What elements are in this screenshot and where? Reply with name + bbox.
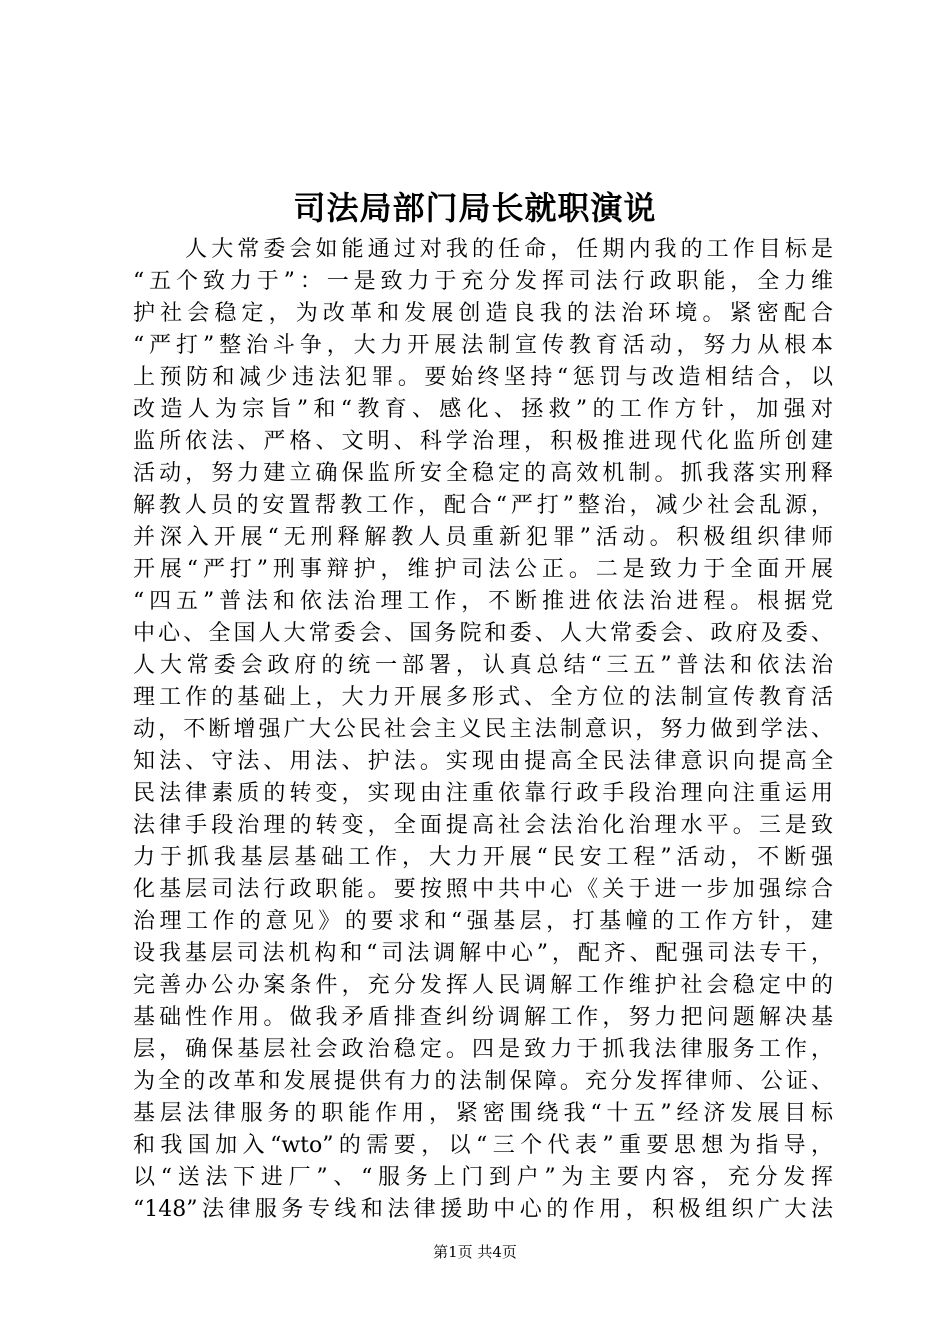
body-line: 上预防和减少违法犯罪。要始终坚持“惩罚与改造相结合，以 <box>133 365 833 390</box>
body-line: 力于抓我基层基础工作，大力开展“民安工程”活动，不断强 <box>133 845 833 870</box>
body-line: 完善办公办案条件，充分发挥人民调解工作维护社会稳定中的 <box>133 973 833 998</box>
body-line: 活动，努力建立确保监所安全稳定的高效机制。抓我落实刑释 <box>133 461 833 486</box>
body-line: 中心、全国人大常委会、国务院和委、人大常委会、政府及委、 <box>133 621 833 646</box>
body-line: 人大常委会如能通过对我的任命，任期内我的工作目标是 <box>133 237 833 262</box>
body-line: 基层法律服务的职能作用，紧密围绕我“十五”经济发展目标 <box>133 1101 833 1126</box>
body-line: 治理工作的意见》的要求和“强基层，打基幢的工作方针，建 <box>133 909 833 934</box>
body-line: 为全的改革和发展提供有力的法制保障。充分发挥律师、公证、 <box>133 1069 833 1094</box>
body-line: 法律手段治理的转变，全面提高社会法治化治理水平。三是致 <box>133 813 833 838</box>
page-footer: 第1页 共4页 <box>433 1243 517 1261</box>
body-line: 开展“严打”刑事辩护，维护司法公正。二是致力于全面开展 <box>133 557 833 582</box>
body-line: 并深入开展“无刑释解教人员重新犯罪”活动。积极组织律师 <box>133 525 833 550</box>
body-line: 改造人为宗旨”和“教育、感化、拯救”的工作方针，加强对 <box>133 397 833 422</box>
document-body <box>133 234 833 1226</box>
body-line: 基础性作用。做我矛盾排查纠纷调解工作，努力把问题解决基 <box>133 1005 833 1030</box>
body-line: 以“送法下进厂”、“服务上门到户”为主要内容，充分发挥 <box>133 1165 833 1190</box>
body-line: 人大常委会政府的统一部署，认真总结“三五”普法和依法治 <box>133 653 833 678</box>
body-line: 民法律素质的转变，实现由注重依靠行政手段治理向注重运用 <box>133 781 833 806</box>
body-line: “四五”普法和依法治理工作，不断推进依法治进程。根据党 <box>133 589 833 614</box>
body-line: 和我国加入“wto”的需要，以“三个代表”重要思想为指导， <box>133 1133 833 1158</box>
document-title: 司法局部门局长就职演说 <box>293 189 657 227</box>
body-line: “148”法律服务专线和法律援助中心的作用，积极组织广大法 <box>133 1197 833 1222</box>
body-line: 知法、守法、用法、护法。实现由提高全民法律意识向提高全 <box>133 749 833 774</box>
body-line: 护社会稳定，为改革和发展创造良我的法治环境。紧密配合 <box>133 301 833 326</box>
body-line: 解教人员的安置帮教工作，配合“严打”整治，减少社会乱源， <box>133 493 833 518</box>
body-line: 动，不断增强广大公民社会主义民主法制意识，努力做到学法、 <box>133 717 833 742</box>
body-line: 层，确保基层社会政治稳定。四是致力于抓我法律服务工作， <box>133 1037 833 1062</box>
body-line: 设我基层司法机构和“司法调解中心”，配齐、配强司法专干， <box>133 941 833 966</box>
body-line: “严打”整治斗争，大力开展法制宣传教育活动，努力从根本 <box>133 333 833 358</box>
body-line: “五个致力于”：一是致力于充分发挥司法行政职能，全力维 <box>133 269 833 294</box>
body-line: 化基层司法行政职能。要按照中共中心《关于进一步加强综合 <box>133 877 833 902</box>
body-line: 监所依法、严格、文明、科学治理，积极推进现代化监所创建 <box>133 429 833 454</box>
body-line: 理工作的基础上，大力开展多形式、全方位的法制宣传教育活 <box>133 685 833 710</box>
